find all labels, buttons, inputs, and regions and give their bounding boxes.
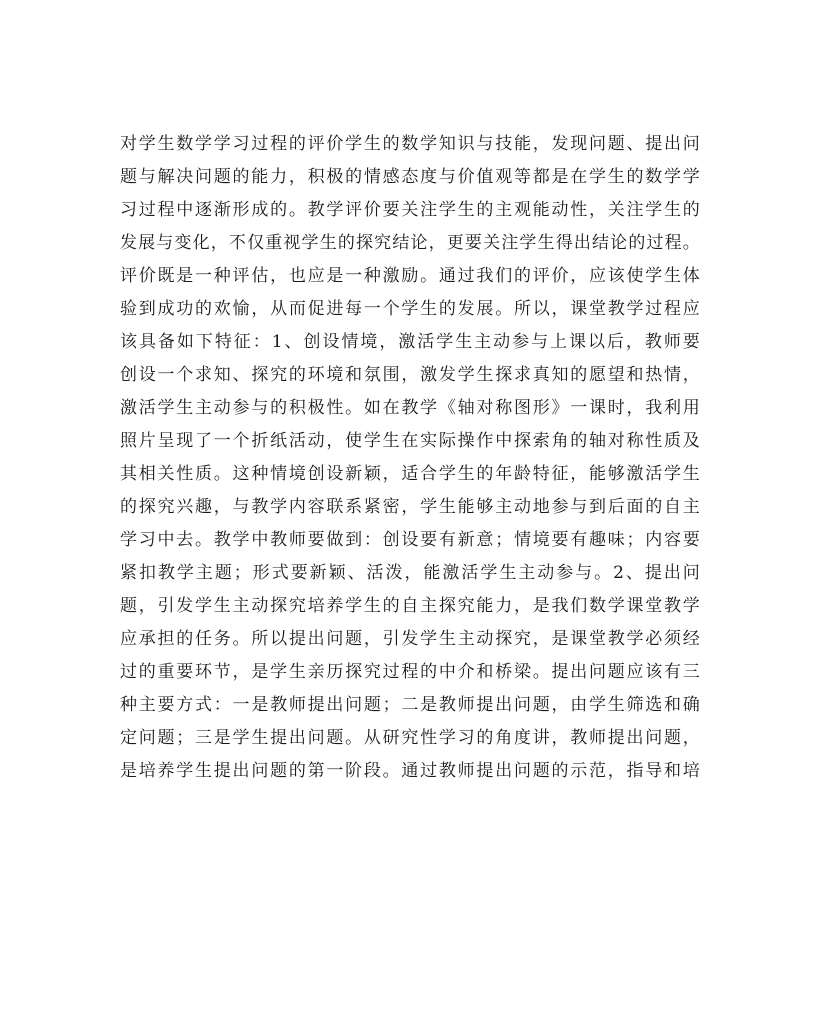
body-paragraph: [120, 128, 700, 788]
text-line: 题与解决问题的能力，积极的情感态度与价值观等都是在学生的数学学: [120, 167, 700, 187]
text-line: 习过程中逐渐形成的。教学评价要关注学生的主观能动性，关注学生的: [120, 200, 700, 220]
text-line: 照片呈现了一个折纸活动，使学生在实际操作中探索角的轴对称性质及: [120, 431, 700, 451]
text-line: 学习中去。教学中教师要做到：创设要有新意；情境要有趣味；内容要: [120, 530, 700, 550]
text-line: 过的重要环节，是学生亲历探究过程的中介和桥梁。提出问题应该有三: [120, 662, 700, 682]
text-line: 定问题；三是学生提出问题。从研究性学习的角度讲，教师提出问题，: [120, 728, 700, 748]
text-line: 激活学生主动参与的积极性。如在教学《轴对称图形》一课时，我利用: [120, 398, 700, 418]
text-line: 种主要方式：一是教师提出问题；二是教师提出问题，由学生筛选和确: [120, 695, 700, 715]
text-line: 应承担的任务。所以提出问题，引发学生主动探究，是课堂教学必须经: [120, 629, 700, 649]
text-line: 创设一个求知、探究的环境和氛围，激发学生探求真知的愿望和热情，: [120, 365, 700, 385]
text-line: 紧扣教学主题；形式要新颖、活泼，能激活学生主动参与。2、提出问: [120, 563, 700, 583]
text-line: 发展与变化，不仅重视学生的探究结论，更要关注学生得出结论的过程。: [120, 233, 700, 253]
text-line: 验到成功的欢愉，从而促进每一个学生的发展。所以，课堂教学过程应: [120, 299, 700, 319]
text-line: 该具备如下特征：1、创设情境，激活学生主动参与上课以后，教师要: [120, 332, 700, 352]
text-line: 其相关性质。这种情境创设新颖，适合学生的年龄特征，能够激活学生: [120, 464, 700, 484]
text-line: 题，引发学生主动探究培养学生的自主探究能力，是我们数学课堂教学: [120, 596, 700, 616]
text-line: 是培养学生提出问题的第一阶段。通过教师提出问题的示范，指导和培: [120, 761, 700, 781]
text-line: 评价既是一种评估，也应是一种激励。通过我们的评价，应该使学生体: [120, 266, 700, 286]
text-line: 对学生数学学习过程的评价学生的数学知识与技能，发现问题、提出问: [120, 134, 700, 154]
text-line: 的探究兴趣，与教学内容联系紧密，学生能够主动地参与到后面的自主: [120, 497, 700, 517]
